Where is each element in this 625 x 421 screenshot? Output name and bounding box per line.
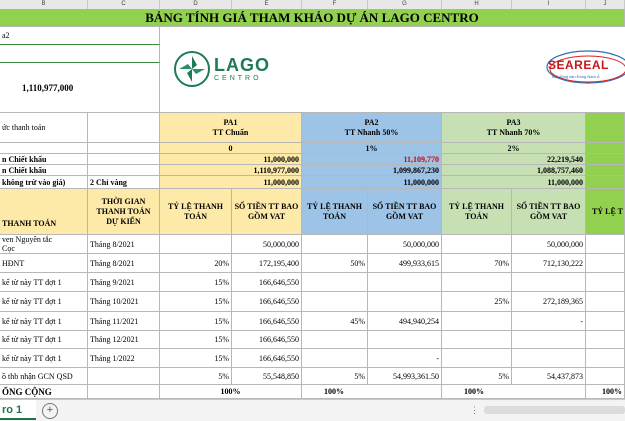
header-pa2-amount[interactable]: SỐ TIỀN TT BAO GỒM VAT: [368, 189, 442, 235]
row-pa3-rate[interactable]: 25%: [442, 292, 512, 312]
row-pa1-rate[interactable]: 15%: [160, 331, 232, 349]
row-time[interactable]: Tháng 1/2022: [88, 349, 160, 368]
pa3-discount[interactable]: 22,219,540: [442, 154, 586, 165]
row-pa3-rate[interactable]: [442, 331, 512, 349]
pa2-header[interactable]: [302, 113, 442, 143]
column-header-g[interactable]: G: [368, 0, 442, 9]
row-pa2-rate[interactable]: [302, 349, 368, 368]
pa1-total[interactable]: 100%: [160, 385, 302, 399]
row-time[interactable]: Tháng 10/2021: [88, 292, 160, 312]
row-pa4[interactable]: [586, 273, 625, 292]
more-options-icon[interactable]: ⋮: [470, 405, 479, 415]
header-time[interactable]: THỜI GIAN THANH TOÁN DỰ KIẾN: [88, 189, 160, 235]
column-header-c[interactable]: C: [88, 0, 160, 9]
cell-blank[interactable]: [88, 154, 160, 165]
row-time[interactable]: Tháng 9/2021: [88, 273, 160, 292]
row-pa4[interactable]: [586, 235, 625, 254]
row-pa1-amount[interactable]: 50,000,000: [232, 235, 302, 254]
row-pa3-rate[interactable]: 5%: [442, 368, 512, 385]
row-pa1-amount[interactable]: 166,646,550: [232, 292, 302, 312]
header-pa4-rate[interactable]: TỶ LỆ T: [586, 189, 625, 235]
column-header-i[interactable]: I: [512, 0, 586, 9]
row-time[interactable]: [88, 368, 160, 385]
pa1-gift[interactable]: 11,000,000: [160, 176, 302, 189]
label-gift[interactable]: 2 Chỉ vàng: [88, 176, 160, 189]
spreadsheet-grid[interactable]: [0, 9, 625, 399]
row-pa3-amount[interactable]: -: [512, 312, 586, 331]
row-time[interactable]: Tháng 11/2021: [88, 312, 160, 331]
row-pa3-rate[interactable]: 70%: [442, 254, 512, 273]
pa3-total[interactable]: 100%: [442, 385, 586, 399]
pa3-pct[interactable]: 2%: [442, 143, 586, 154]
row-pa2-rate[interactable]: 50%: [302, 254, 368, 273]
pa3-name: PA3: [506, 117, 521, 127]
row-pa3-rate[interactable]: [442, 235, 512, 254]
row-pa2-amount[interactable]: 54,993,361.50: [368, 368, 442, 385]
row-pa1-amount[interactable]: 55,548,850: [232, 368, 302, 385]
header-payment[interactable]: THANH TOÁN: [0, 189, 88, 235]
logo-area: [160, 27, 442, 113]
row-pa1-rate[interactable]: 15%: [160, 312, 232, 331]
seareal-brand: SEAREAL: [548, 58, 609, 72]
row-pa2-rate[interactable]: 5%: [302, 368, 368, 385]
row-label[interactable]: kể từ này TT đợt 1: [0, 312, 88, 331]
lago-leaf-icon: [174, 51, 210, 87]
row-label[interactable]: kể từ này TT đợt 1: [0, 349, 88, 368]
row-pa3-amount[interactable]: 712,130,222: [512, 254, 586, 273]
row-pa2-rate[interactable]: 45%: [302, 312, 368, 331]
pa3-header[interactable]: [442, 113, 586, 143]
row-label[interactable]: kể từ này TT đợt 1: [0, 273, 88, 292]
row-pa2-amount[interactable]: 50,000,000: [368, 235, 442, 254]
row-pa1-rate[interactable]: [160, 235, 232, 254]
row-label[interactable]: kể từ này TT đợt 1: [0, 331, 88, 349]
horizontal-scrollbar[interactable]: [484, 406, 625, 414]
pa1-pct[interactable]: 0: [160, 143, 302, 154]
cell-blank[interactable]: [88, 165, 160, 176]
row-pa1-rate[interactable]: 5%: [160, 368, 232, 385]
column-header-e[interactable]: E: [232, 0, 302, 9]
cell-blank[interactable]: [88, 385, 160, 399]
row-label[interactable]: HĐNT: [0, 254, 88, 273]
seareal-logo: [546, 47, 625, 87]
seareal-sub: Bất động sản Đông Nam Á: [552, 74, 600, 79]
header-pa3-rate[interactable]: TỶ LỆ THANH TOÁN: [442, 189, 512, 235]
row-pa1-rate[interactable]: 15%: [160, 349, 232, 368]
row-pa3-rate[interactable]: [442, 349, 512, 368]
row-pa4[interactable]: [586, 254, 625, 273]
row-pa3-amount[interactable]: [512, 349, 586, 368]
pa1-after[interactable]: 1,110,977,000: [160, 165, 302, 176]
row-pa2-rate[interactable]: [302, 292, 368, 312]
pa2-discount[interactable]: 11,109,770: [302, 154, 442, 165]
row-pa1-amount[interactable]: 166,646,550: [232, 349, 302, 368]
lago-brand: LAGO: [214, 54, 270, 75]
pa2-gift[interactable]: 11,000,000: [302, 176, 442, 189]
row-pa2-rate[interactable]: [302, 331, 368, 349]
pa1-discount[interactable]: 11,000,000: [160, 154, 302, 165]
row-pa1-amount[interactable]: 166,646,550: [232, 331, 302, 349]
row-pa3-rate[interactable]: [442, 273, 512, 292]
label-gift-note[interactable]: không trừ vào giá): [0, 176, 88, 189]
row-pa1-amount[interactable]: 166,646,550: [232, 273, 302, 292]
sheet-title[interactable]: BẢNG TÍNH GIÁ THAM KHẢO DỰ ÁN LAGO CENTRO: [0, 9, 625, 27]
lago-logo: [174, 51, 270, 87]
row-time[interactable]: Tháng 8/2021: [88, 254, 160, 273]
row-label[interactable]: ồ thb nhận GCN QSD: [0, 368, 88, 385]
pa2-pct[interactable]: 1%: [302, 143, 442, 154]
pa2-sub: TT Nhanh 50%: [344, 127, 399, 137]
column-header-h[interactable]: H: [442, 0, 512, 9]
pa4-pct[interactable]: [586, 143, 625, 154]
cell-blank[interactable]: [88, 143, 160, 154]
row-label[interactable]: ven Nguyên tắc Cọc: [0, 235, 88, 254]
cell-blank[interactable]: [88, 113, 160, 143]
row-pa4[interactable]: [586, 331, 625, 349]
row-pa3-rate[interactable]: [442, 312, 512, 331]
row-pa3-amount[interactable]: [512, 331, 586, 349]
seareal-logo-area: [442, 27, 625, 113]
pa2-name: PA2: [364, 117, 379, 127]
header-pa1-rate[interactable]: TỶ LỆ THANH TOÁN: [160, 189, 232, 235]
row-pa4[interactable]: [586, 312, 625, 331]
sheet-tab-bar: [0, 399, 625, 421]
row-pa2-amount[interactable]: 494,940,254: [368, 312, 442, 331]
pa3-sub: TT Nhanh 70%: [486, 127, 541, 137]
row-pa2-amount[interactable]: 499,933,615: [368, 254, 442, 273]
pa1-sub: TT Chuẩn: [212, 127, 249, 137]
label-discount[interactable]: n Chiết khấu: [0, 154, 88, 165]
header-pa3-amount[interactable]: SỐ TIỀN TT BAO GỒM VAT: [512, 189, 586, 235]
row-time[interactable]: Tháng 8/2021: [88, 235, 160, 254]
pa1-name: PA1: [223, 117, 238, 127]
row-pa3-amount[interactable]: 272,189,365: [512, 292, 586, 312]
row-label[interactable]: kể từ này TT đợt 1: [0, 292, 88, 312]
header-pa2-rate[interactable]: TỶ LỆ THANH TOÁN: [302, 189, 368, 235]
column-header-f[interactable]: F: [302, 0, 368, 9]
sheet-tab-active[interactable]: ro 1: [0, 400, 36, 420]
add-sheet-icon[interactable]: +: [42, 403, 58, 419]
cell-amount[interactable]: 1,110,977,000: [0, 63, 160, 113]
label-after-discount[interactable]: n Chiết khấu: [0, 165, 88, 176]
row-pa2-amount[interactable]: [368, 292, 442, 312]
pa4-total[interactable]: 100%: [586, 385, 625, 399]
row-pa4[interactable]: [586, 292, 625, 312]
row-pa2-rate[interactable]: [302, 235, 368, 254]
pa4-discount[interactable]: [586, 154, 625, 165]
cell-empty[interactable]: [0, 45, 160, 63]
lago-sub: CENTRO: [214, 74, 262, 82]
pa1-header[interactable]: [160, 113, 302, 143]
pa4-gift[interactable]: [586, 176, 625, 189]
row-pa1-rate[interactable]: 15%: [160, 292, 232, 312]
row-pa4[interactable]: [586, 368, 625, 385]
row-pa1-rate[interactable]: 15%: [160, 273, 232, 292]
header-pa1-amount[interactable]: SỐ TIỀN TT BAO GỒM VAT: [232, 189, 302, 235]
row-pa1-rate[interactable]: 20%: [160, 254, 232, 273]
row-pa1-amount[interactable]: 166,646,550: [232, 312, 302, 331]
pa3-gift[interactable]: 11,000,000: [442, 176, 586, 189]
label-payment[interactable]: ức thanh toán: [0, 113, 88, 143]
pa2-after[interactable]: 1,099,867,230: [302, 165, 442, 176]
row-pa1-amount[interactable]: 172,195,400: [232, 254, 302, 273]
cell-code[interactable]: a2: [0, 27, 160, 45]
pa4-header[interactable]: [586, 113, 625, 143]
column-header-b[interactable]: B: [0, 0, 88, 9]
row-pa2-amount[interactable]: [368, 331, 442, 349]
row-pa2-amount[interactable]: -: [368, 349, 442, 368]
cell-blank[interactable]: [0, 143, 88, 154]
row-pa2-amount[interactable]: [368, 273, 442, 292]
pa3-after[interactable]: 1,088,757,460: [442, 165, 586, 176]
row-pa3-amount[interactable]: 54,437,873: [512, 368, 586, 385]
column-header-j[interactable]: J: [586, 0, 625, 9]
column-header-d[interactable]: D: [160, 0, 232, 9]
pa4-after[interactable]: [586, 165, 625, 176]
row-pa3-amount[interactable]: 50,000,000: [512, 235, 586, 254]
row-pa4[interactable]: [586, 349, 625, 368]
row-time[interactable]: Tháng 12/2021: [88, 331, 160, 349]
row-pa2-rate[interactable]: [302, 273, 368, 292]
pa2-total[interactable]: 100%: [302, 385, 442, 399]
row-pa3-amount[interactable]: [512, 273, 586, 292]
label-total[interactable]: ỔNG CỘNG: [0, 385, 88, 399]
